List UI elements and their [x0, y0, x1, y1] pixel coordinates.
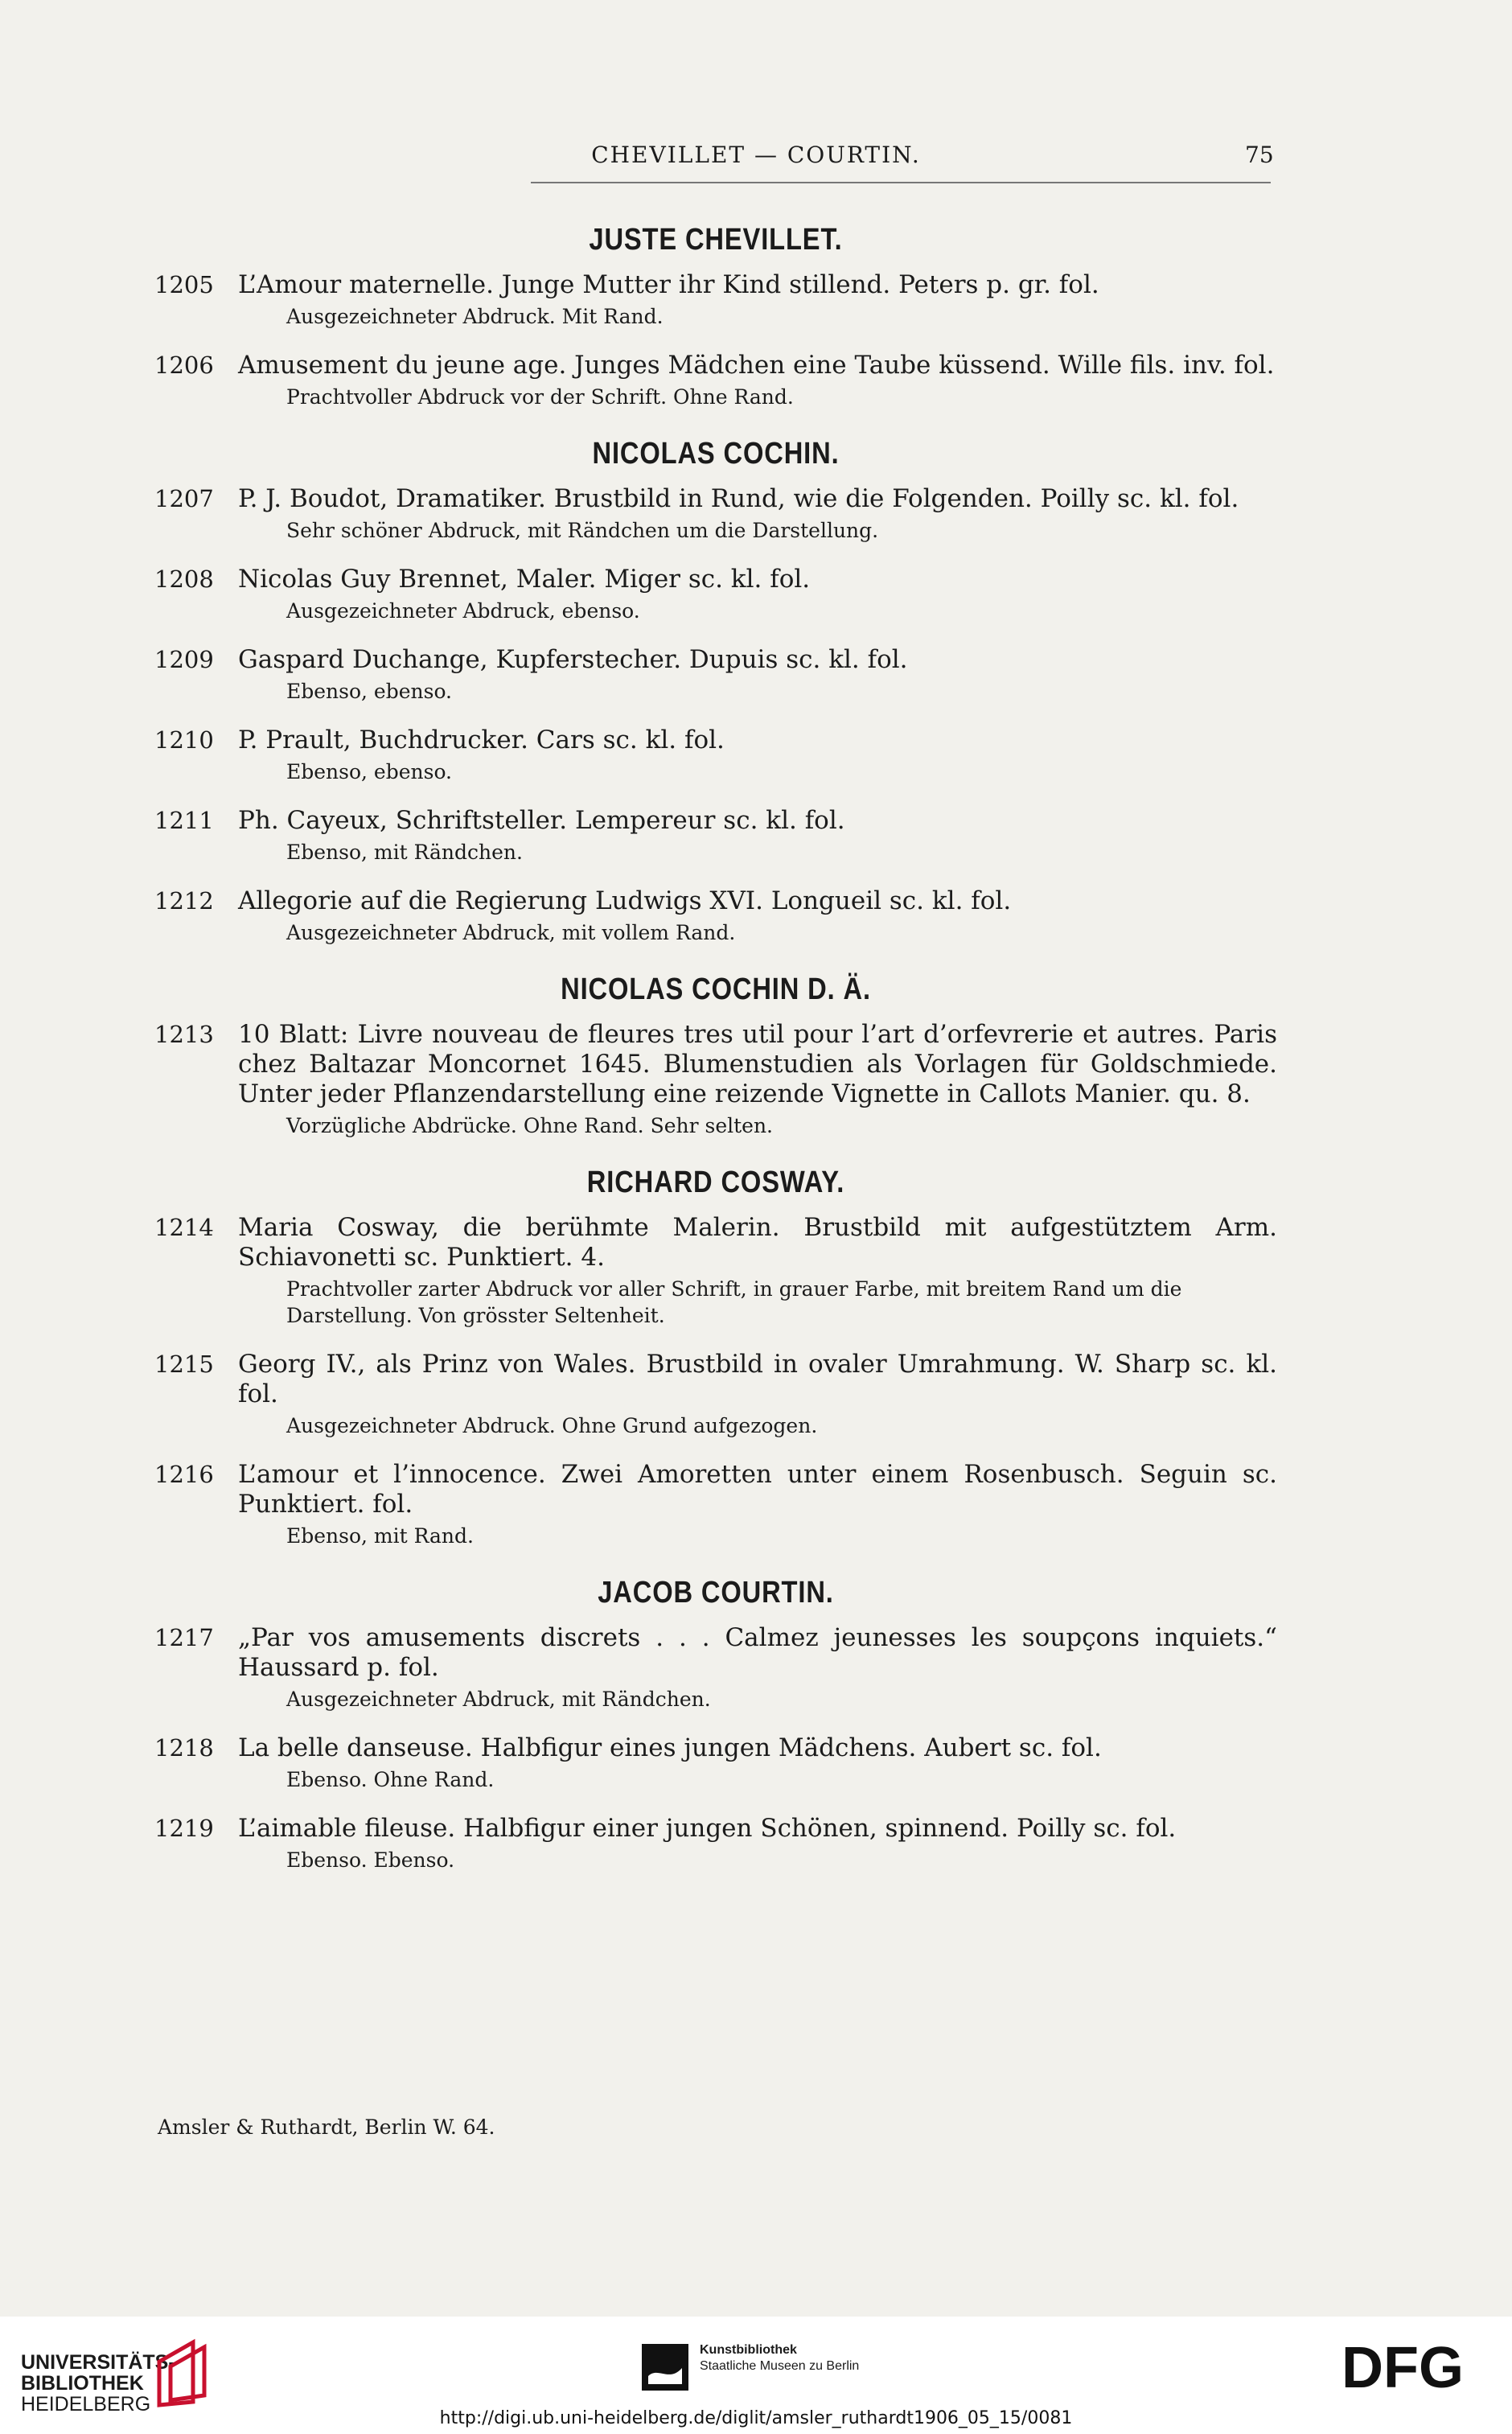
- entry-description: „Par vos amusements discrets . . . Calmez jeunesses les soupçons inquiets.“ Haussard p. fol.: [238, 1623, 1277, 1682]
- kb-line-1: Kunstbibliothek: [700, 2343, 797, 2357]
- ub-line-3: HEIDELBERG: [21, 2393, 151, 2415]
- catalogue-entry: [154, 645, 1277, 705]
- kb-line-2: Staatliche Museen zu Berlin: [700, 2359, 860, 2373]
- entry-number: 1215: [154, 1351, 214, 1378]
- entry-condition-note: Prachtvoller Abdruck vor der Schrift. Ohne Rand.: [286, 385, 794, 409]
- ub-heidelberg-logo-icon: [151, 2337, 216, 2408]
- entry-description: P. Prault, Buchdrucker. Cars sc. kl. fol.: [238, 726, 725, 754]
- kunstbibliothek-label: [700, 2342, 859, 2374]
- entry-number: 1213: [154, 1021, 214, 1048]
- section-heading: RICHARD COSWAY.: [586, 1166, 845, 1199]
- catalogue-entry: [154, 1020, 1277, 1139]
- ub-line-1: UNIVERSITÄTS-: [21, 2351, 175, 2374]
- entry-description: L’aimable fileuse. Halbfigur einer jungen Schönen, spinnend. Poilly sc. fol.: [238, 1814, 1177, 1843]
- entry-number: 1212: [154, 887, 214, 915]
- entry-condition-note: Ebenso, ebenso.: [286, 680, 453, 703]
- permalink-url[interactable]: http://digi.ub.uni-heidelberg.de/diglit/amsler_ruthardt1906_05_15/0081: [439, 2408, 1073, 2428]
- entry-number: 1207: [154, 485, 214, 512]
- entry-description: Georg IV., als Prinz von Wales. Brustbild in ovaler Umrahmung. W. Sharp sc. kl. fol.: [238, 1350, 1277, 1408]
- catalogue-content: [154, 217, 1277, 1894]
- section-heading: NICOLAS COCHIN D. Ä.: [561, 972, 871, 1006]
- entry-number: 1218: [154, 1734, 214, 1762]
- catalogue-entry: [154, 565, 1277, 624]
- section-heading: JUSTE CHEVILLET.: [589, 223, 843, 257]
- catalogue-entry: [154, 1733, 1277, 1793]
- catalogue-entry: [154, 1350, 1277, 1439]
- dfg-logo-icon: [1341, 2339, 1494, 2395]
- entry-condition-note: Ebenso. Ebenso.: [286, 1848, 455, 1872]
- entry-number: 1211: [154, 807, 214, 834]
- section-heading: JACOB COURTIN.: [598, 1576, 834, 1610]
- entry-number: 1208: [154, 565, 214, 593]
- digitization-footer: [0, 2317, 1512, 2434]
- entry-number: 1209: [154, 646, 214, 673]
- dfg-logo-text: DFG: [1341, 2339, 1464, 2395]
- entry-description: 10 Blatt: Livre nouveau de fleures tres util pour l’art d’orfevrerie et autres. Paris chez Baltazar Moncornet 1645. Blumenstudien als Vorlagen für Goldschmiede. Unter jeder Pflanzendarstellung eine reizende Vignette in Callots Manier. qu. 8.: [238, 1020, 1277, 1108]
- entry-condition-note: Ebenso. Ohne Rand.: [286, 1768, 495, 1791]
- ub-line-2: BIBLIOTHEK: [21, 2372, 144, 2395]
- entry-description: Maria Cosway, die berühmte Malerin. Brustbild mit aufgestütztem Arm. Schiavonetti sc. Punktiert. 4.: [238, 1213, 1277, 1272]
- entry-number: 1205: [154, 271, 214, 298]
- catalogue-entry: [154, 886, 1277, 946]
- entry-condition-note: Ausgezeichneter Abdruck, ebenso.: [286, 599, 640, 623]
- entry-number: 1219: [154, 1815, 214, 1842]
- running-head: [0, 138, 1512, 171]
- kunstbibliothek-logo-icon: [642, 2344, 688, 2391]
- catalogue-entry: [154, 1460, 1277, 1549]
- entry-number: 1210: [154, 726, 214, 754]
- entry-condition-note: Ausgezeichneter Abdruck, mit Rändchen.: [286, 1688, 711, 1711]
- entry-description: L’amour et l’innocence. Zwei Amoretten unter einem Rosenbusch. Seguin sc. Punktiert. fol.: [238, 1460, 1277, 1519]
- entry-description: Nicolas Guy Brennet, Maler. Miger sc. kl. fol.: [238, 565, 811, 594]
- catalogue-entry: [154, 1213, 1277, 1329]
- entry-condition-note: Ausgezeichneter Abdruck. Ohne Grund aufgezogen.: [286, 1414, 818, 1437]
- entry-description: La belle danseuse. Halbfigur eines jungen Mädchens. Aubert sc. fol.: [238, 1733, 1102, 1762]
- entry-condition-note: Ebenso, mit Rändchen.: [286, 841, 523, 864]
- entry-description: Allegorie auf die Regierung Ludwigs XVI. Longueil sc. kl. fol.: [238, 886, 1012, 915]
- catalogue-entry: [154, 726, 1277, 785]
- entry-condition-note: Ausgezeichneter Abdruck. Mit Rand.: [286, 305, 664, 328]
- catalogue-entry: [154, 1623, 1277, 1712]
- section-heading: NICOLAS COCHIN.: [592, 437, 840, 471]
- catalogue-entry: [154, 484, 1277, 544]
- catalogue-entry: [154, 270, 1277, 330]
- entry-condition-note: Vorzügliche Abdrücke. Ohne Rand. Sehr selten.: [286, 1114, 773, 1137]
- entry-description: P. J. Boudot, Dramatiker. Brustbild in Rund, wie die Folgenden. Poilly sc. kl. fol.: [238, 484, 1239, 513]
- entry-description: Gaspard Duchange, Kupferstecher. Dupuis sc. kl. fol.: [238, 645, 908, 674]
- running-title: CHEVILLET — COURTIN.: [591, 142, 921, 168]
- catalogue-entry: [154, 1814, 1277, 1873]
- entry-number: 1206: [154, 352, 214, 379]
- publisher-imprint: Amsler & Ruthardt, Berlin W. 64.: [158, 2115, 495, 2139]
- entry-description: Ph. Cayeux, Schriftsteller. Lempereur sc. kl. fol.: [238, 806, 845, 835]
- page-number: 75: [1245, 142, 1274, 168]
- entry-number: 1216: [154, 1461, 214, 1488]
- catalogue-entry: [154, 806, 1277, 865]
- entry-number: 1214: [154, 1214, 214, 1241]
- catalogue-entry: [154, 351, 1277, 410]
- entry-condition-note: Ausgezeichneter Abdruck, mit vollem Rand.: [286, 921, 736, 944]
- entry-number: 1217: [154, 1624, 214, 1651]
- entry-condition-note: Ebenso, ebenso.: [286, 760, 453, 783]
- entry-condition-note: Prachtvoller zarter Abdruck vor aller Schrift, in grauer Farbe, mit breitem Rand um die Darstellung. Von grösster Seltenheit.: [286, 1277, 1182, 1327]
- entry-description: L’Amour maternelle. Junge Mutter ihr Kind stillend. Peters p. gr. fol.: [238, 270, 1099, 299]
- entry-condition-note: Ebenso, mit Rand.: [286, 1524, 474, 1548]
- header-rule: [531, 182, 1271, 183]
- entry-description: Amusement du jeune age. Junges Mädchen eine Taube küssend. Wille fils. inv. fol.: [238, 351, 1275, 380]
- entry-condition-note: Sehr schöner Abdruck, mit Rändchen um die Darstellung.: [286, 519, 879, 542]
